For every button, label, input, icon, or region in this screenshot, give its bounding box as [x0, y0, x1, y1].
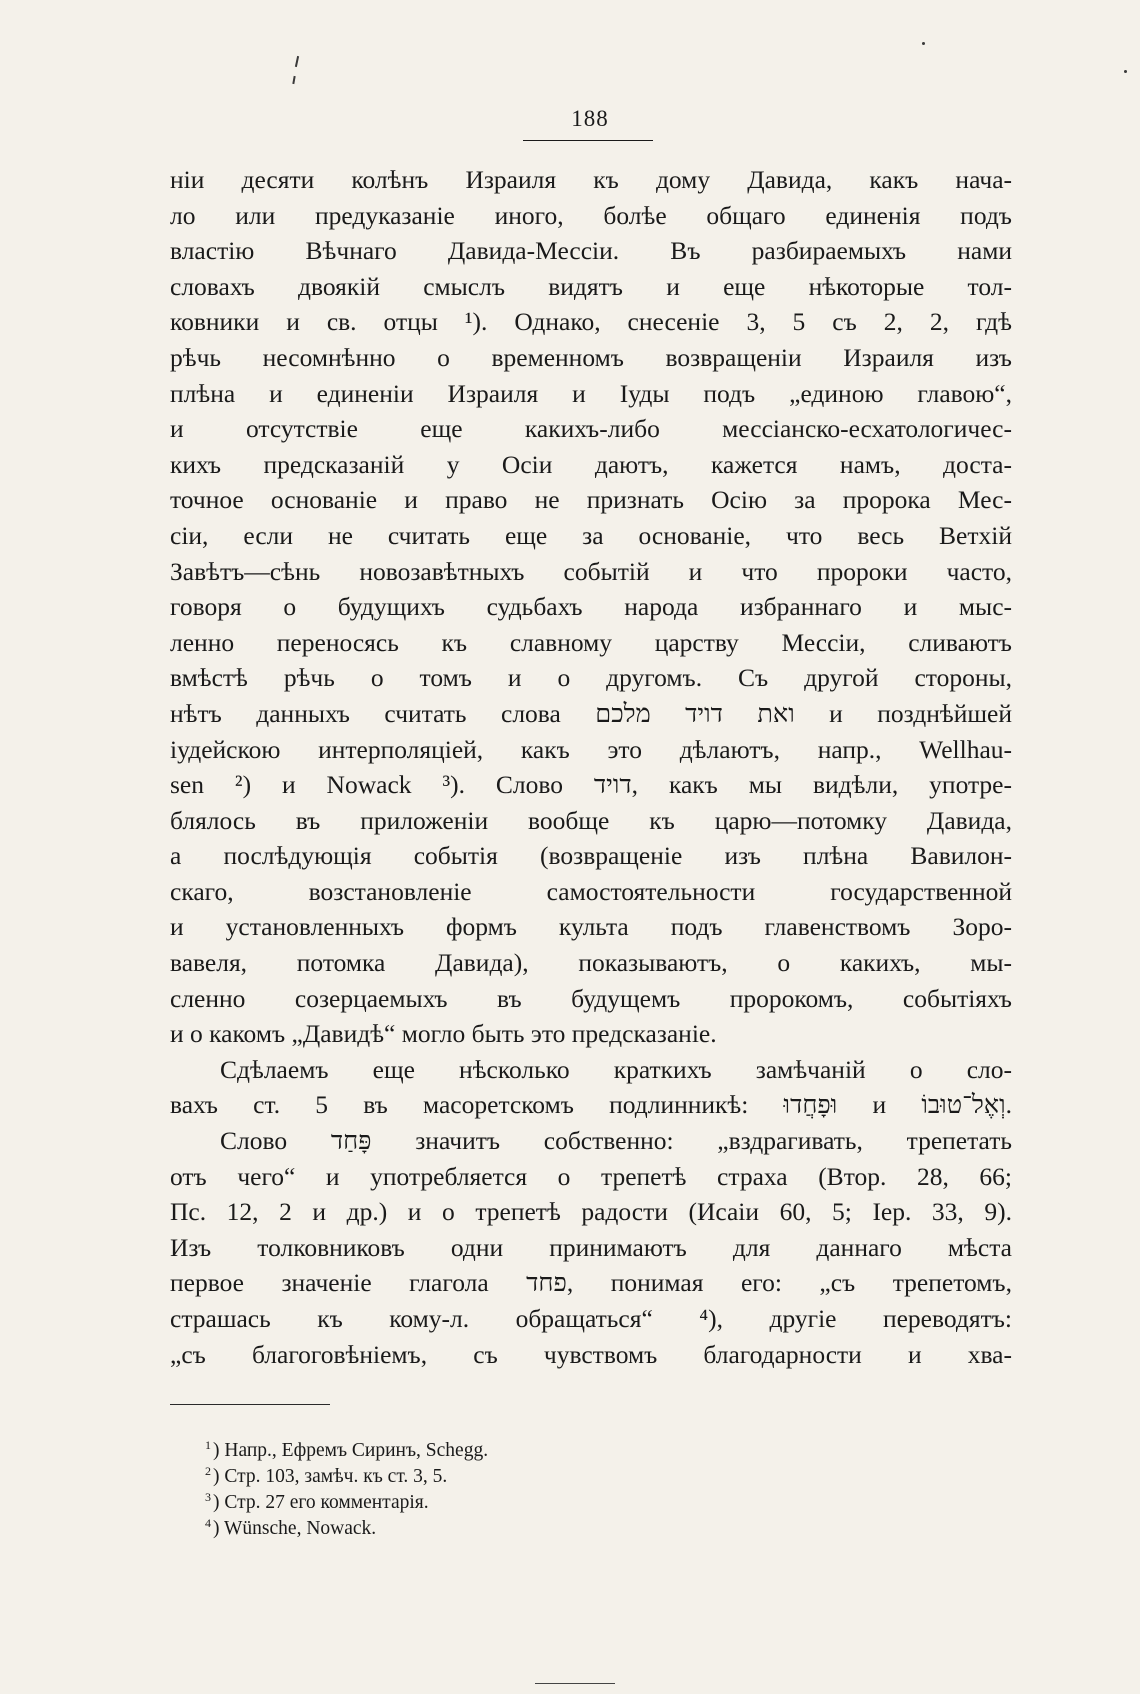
- text-line: первое значеніе глагола פחד, понимая его: „съ трепетомъ,: [170, 1268, 1012, 1298]
- text-line: словахъ двоякій смыслъ видятъ и еще нѣкоторые тол-: [170, 271, 1012, 301]
- text-line: Сдѣлаемъ еще нѣсколько краткихъ замѣчаній о сло-: [220, 1054, 1012, 1084]
- footnote-text: Wünsche, Nowack.: [224, 1518, 377, 1539]
- text-line: и отсутствіе еще какихъ-либо мессіанско-есхатологичес-: [170, 414, 1012, 444]
- paragraph-2: [170, 1052, 1012, 1123]
- page-number: 188: [571, 106, 609, 131]
- footnote: $^1$ ) Напр., Ефремъ Сиринъ, Schegg.: [205, 1438, 489, 1461]
- text-line: ніи десяти колѣнъ Израиля къ дому Давида, какъ нача-: [170, 165, 1012, 194]
- footnote-mark: 4: [205, 1516, 211, 1530]
- text-line: вавеля, потомка Давида), показываютъ, о какихъ, мы-: [170, 948, 1012, 978]
- text-line: sen ²) и Nowack ³). Слово דויד, какъ мы видѣли, употре-: [170, 770, 1012, 800]
- footnote-mark: 3: [205, 1490, 211, 1504]
- stray-mark: [292, 76, 295, 84]
- bottom-rule: [535, 1683, 615, 1684]
- footnote-rule: [170, 1404, 330, 1405]
- text-line: „съ благоговѣніемъ, съ чувствомъ благодарности и хва-: [170, 1339, 1012, 1369]
- text-line: блялось въ приложеніи вообще къ царю—потомку Давида,: [170, 805, 1012, 835]
- text-line: а послѣдующія событія (возвращеніе изъ плѣна Вавилон-: [170, 841, 1012, 871]
- text-line: Завѣтъ—сѣнь новозавѣтныхъ событій и что пророки часто,: [170, 556, 1012, 586]
- footnote: $^2$ ) Стр. 103, замѣч. къ ст. 3, 5.: [205, 1464, 448, 1487]
- text-line: Пс. 12, 2 и др.) и о трепетѣ радости (Исаіи 60, 5; Іер. 33, 9).: [170, 1197, 1012, 1227]
- footnote: $^3$ ) Стр. 27 его комментарія.: [205, 1490, 429, 1513]
- text-line: отъ чего“ и употребляется о трепетѣ страха (Втор. 28, 66;: [170, 1161, 1012, 1191]
- stray-dot: [1124, 70, 1127, 73]
- text-line: говоря о будущихъ судьбахъ народа избраннаго и мыс-: [170, 592, 1012, 622]
- stray-dot: [922, 42, 925, 45]
- footnote-text: Стр. 27 его комментарія.: [224, 1492, 429, 1513]
- footnotes: [205, 1432, 489, 1539]
- text-line: сіи, если не считать еще за основаніе, что весь Ветхій: [170, 520, 1012, 550]
- paragraph-1: [170, 162, 1012, 1052]
- footnote-text: Напр., Ефремъ Сиринъ, Schegg.: [224, 1440, 489, 1461]
- text-line: ло или предуказаніе иного, болѣе общаго единенія подъ: [170, 200, 1012, 230]
- text-line: сленно созерцаемыхъ въ будущемъ пророкомъ, событіяхъ: [170, 983, 1012, 1013]
- text-line: Изъ толковниковъ одни принимаютъ для даннаго мѣста: [170, 1232, 1012, 1262]
- text-line: плѣна и единеніи Израиля и Іуды подъ „единою главою“,: [170, 378, 1012, 408]
- text-line: ковники и св. отцы ¹). Однако, снесеніе 3, 5 съ 2, 2, гдѣ: [170, 307, 1012, 337]
- text-line: и установленныхъ формъ культа подъ главенствомъ Зоро-: [170, 912, 1012, 942]
- footnote-mark: 1: [205, 1438, 211, 1452]
- text-line: Слово פָּחַד значитъ собственно: „вздрагивать, трепетать: [220, 1126, 1012, 1156]
- text-line: точное основаніе и право не признать Осію за пророка Мес-: [170, 485, 1012, 515]
- text-line: страшась къ кому-л. обращаться“ ⁴), другіе переводятъ:: [170, 1304, 1012, 1333]
- footnote-mark: 2: [205, 1464, 211, 1478]
- text-line: вмѣстѣ рѣчь о томъ и о другомъ. Съ другой стороны,: [170, 663, 1012, 693]
- text-line: скаго, возстановленіе самостоятельности государственной: [170, 876, 1012, 906]
- text-line: нѣтъ данныхъ считать слова ואת דויד מלכם и позднѣйшей: [170, 698, 1012, 728]
- text-line: властію Вѣчнаго Давида-Мессіи. Въ разбираемыхъ нами: [170, 236, 1012, 266]
- page-number-rule: [523, 140, 653, 141]
- text-line: вахъ ст. 5 въ масоретскомъ подлинникѣ: וּפָחֲדוּ и וְאֶל־טוּבוֹ.: [170, 1090, 1012, 1120]
- text-line: іудейскою интерполяціей, какъ это дѣлаютъ, напр., Wellhau-: [170, 734, 1012, 764]
- text-line: рѣчь несомнѣнно о временномъ возвращеніи Израиля изъ: [170, 342, 1012, 372]
- body-text: [170, 162, 1012, 1372]
- text-line: ленно переносясь къ славному царству Мессіи, сливаютъ: [170, 627, 1012, 657]
- paragraph-3: [170, 1123, 1012, 1372]
- footnote-text: Стр. 103, замѣч. къ ст. 3, 5.: [224, 1466, 448, 1487]
- text-line: и о какомъ „Давидѣ“ могло быть это предсказаніе.: [170, 1019, 717, 1049]
- text-line: кихъ предсказаній у Осіи даютъ, кажется намъ, доста-: [170, 449, 1012, 479]
- stray-mark: [295, 56, 299, 67]
- footnote: $^4$ ) Wünsche, Nowack.: [205, 1516, 377, 1539]
